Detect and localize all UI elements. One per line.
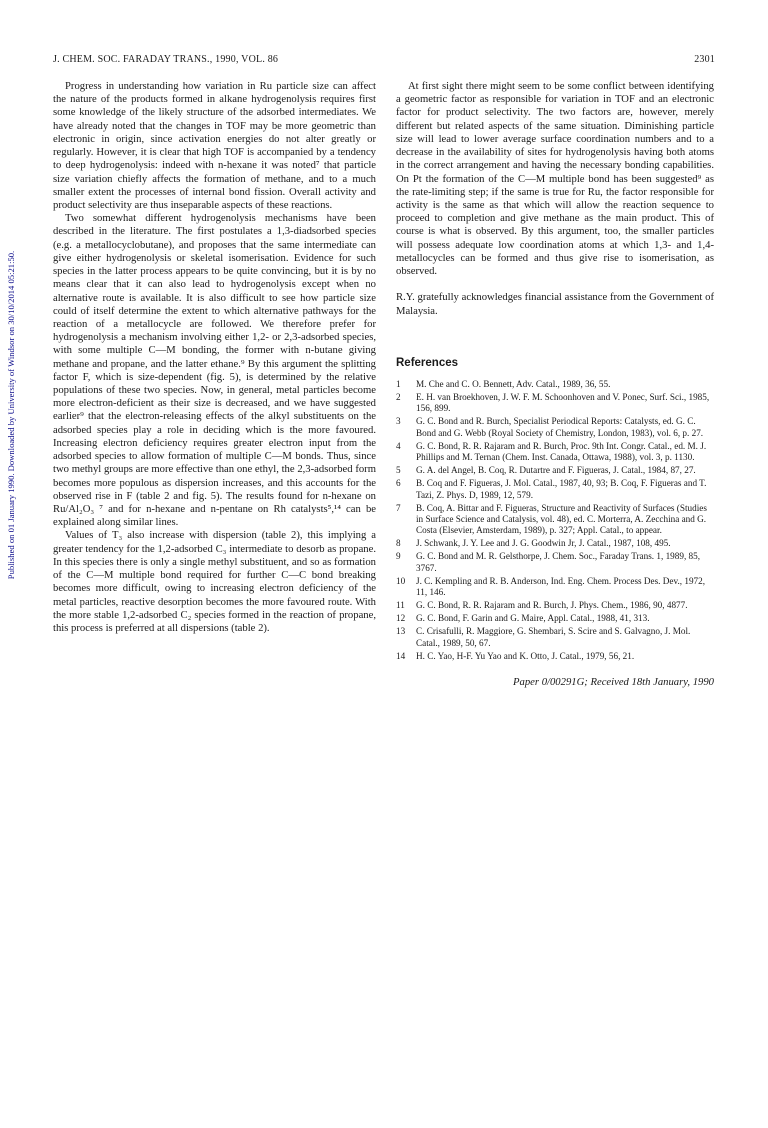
paragraph: Two somewhat different hydrogenolysis mechanisms have been described in the literature. The first postulates a 1,3-diadsorbed species (e.g. a metallocyclobutane), and proposes that the same intermediate can give either hydrogenolysis or skeletal isomerisation. Evidence for such species in the latter process appears to be quite convincing, but it is by no means clear that it can also lead to hydrogenolysis except when no alternative route is available. It is also difficult to see how particle size could of itself determine the extent to which alternative pathways for the reaction of a metallocycle are followed. We therefore prefer for hydrogenolysis a mechanism involving either 1,2- or 2,3-adsorbed species, with some multiple C—M bonding, the former with n-butane giving methane and propane, and the latter ethane.⁹ By this argument the splitting factor F, which is size-dependent (fig. 5), is determined by the relative populations of these two species. Now, in general, metal particles become more electron-deficient as their size is decreased, and we have suggested earlier⁹ that the electron-releasing effects of the alkyl substituents on the adsorbed species play a role in deciding which is the more favoured. Increasing electron deficiency requires greater electron input from the adsorbed species to allow formation of multiple C—M bonds. Thus, since two methyl groups are more effective than one ethyl, the 2,3-adsorbed form becomes more populous as dispersion increases, and this accounts for the observed rise in F (table 2 and fig. 5). The results found for n-hexane on Ru/Al₂O₃ ⁷ and for n-hexane and n-pentane on Rh catalysts⁵,¹⁴ can be explained along similar lines.: [53, 213, 376, 529]
reference-item: [396, 478, 714, 501]
reference-item: [396, 613, 714, 624]
reference-item: [396, 441, 714, 464]
reference-text: G. C. Bond, F. Garin and G. Maire, Appl. Catal., 1988, 41, 313.: [416, 613, 650, 624]
reference-item: [396, 600, 714, 611]
download-watermark: [4, 180, 18, 650]
reference-item: [396, 416, 714, 439]
reference-text: B. Coq, A. Bittar and F. Figueras, Structure and Reactivity of Surfaces (Studies in Surface Science and Catalysis, vol. 48), ed. C. Morterra, A. Zecchina and G. Costa (Elsevier, Amsterdam, 1989), p. 327; Appl. Catal., to appear.: [416, 502, 707, 536]
reference-text: C. Crisafulli, R. Maggiore, G. Shembari, S. Scire and S. Galvagno, J. Mol. Catal., 1989, 50, 67.: [416, 626, 691, 648]
reference-number: 7: [396, 502, 401, 513]
reference-text: J. Schwank, J. Y. Lee and J. G. Goodwin Jr, J. Catal., 1987, 108, 495.: [416, 538, 671, 549]
reference-item: [396, 465, 714, 476]
paragraph: At first sight there might seem to be some conflict between identifying a geometric factor as responsible for variation in TOF and an electronic factor for product selectivity. The two factors are, however, merely different but related aspects of the same situation. Diminishing particle size will lead to lower average surface coordination numbers and to a decrease in the availability of sites for hydrogenolysis having both atoms in the correct arrangement and having the necessary bonding capabilities. On Pt the formation of the C—M multiple bond has been suggested⁹ as the rate-limiting step; if the same is true for Ru, the factor responsible for activity is the same as that which will allow the reaction sequence to proceed to completion and give methane as the main product. This of course is what is observed. By this argument, too, the smaller particles will possess adequate low coordination atoms at which 1,3- and 1,4-metallocycles can be formed and thus give rise to isomerisation, as observed.: [396, 81, 714, 278]
paragraph: Progress in understanding how variation in Ru particle size can affect the nature of the products formed in alkane hydrogenolysis requires first some knowledge of the likely structure of the adsorbed intermediates. We have already noted that the changes in TOF may be more geometric than electronic in origin, since activation energies do not alter greatly or regularly. However, it is clear that high TOF is accompanied by a tendency to deep hydrogenolysis: indeed with n-hexane it was noted⁷ that particle size variation chiefly affects the formation of methane, and to a much smaller extent the processes of internal bond fission. Overall activity and product selectivity are thus inseparable aspects of these reactions.: [53, 81, 376, 211]
reference-text: B. Coq and F. Figueras, J. Mol. Catal., 1987, 40, 93; B. Coq, F. Figueras and T. Tazi, Z. Phys. D, 1989, 12, 579.: [416, 478, 707, 500]
reference-text: G. C. Bond, R. R. Rajaram and R. Burch, J. Phys. Chem., 1986, 90, 4877.: [416, 600, 688, 611]
paragraph: Values of T₃ also increase with dispersion (table 2), this implying a greater tendency for the 1,2-adsorbed C₃ intermediate to desorb as propane. In this species there is only a single methyl substituent, and so as formation of the C—M multiple bond required for further C—C bond breaking becomes more difficult, owing to increasing electron deficiency of the metal particles, reactive desorption becomes the more favoured route. With the more stable 1,2-adsorbed C₂ species formed in the reaction of propane, this process is preferred at all dispersions (table 2).: [53, 530, 376, 634]
reference-item: [396, 538, 714, 549]
journal-citation: J. CHEM. SOC. FARADAY TRANS., 1990, VOL. 86: [53, 54, 279, 65]
reference-number: 2: [396, 391, 401, 402]
reference-text: G. A. del Angel, B. Coq, R. Dutartre and F. Figueras, J. Catal., 1984, 87, 27.: [416, 465, 696, 476]
reference-number: 13: [396, 626, 406, 637]
reference-item: [396, 651, 714, 662]
page-number: 2301: [694, 54, 715, 65]
reference-item: [396, 576, 714, 599]
references-heading: References: [396, 356, 459, 369]
reference-text: J. C. Kempling and R. B. Anderson, Ind. Eng. Chem. Process Des. Dev., 1972, 11, 146.: [416, 575, 706, 598]
reference-number: 3: [396, 416, 401, 427]
reference-number: 6: [396, 478, 401, 489]
reference-item: [396, 379, 714, 390]
reference-number: 10: [396, 575, 406, 586]
right-column: [396, 80, 714, 689]
reference-number: 8: [396, 538, 401, 549]
reference-number: 5: [396, 465, 401, 476]
reference-item: [396, 503, 714, 537]
reference-text: M. Che and C. O. Bennett, Adv. Catal., 1989, 36, 55.: [416, 378, 611, 389]
left-column: [53, 80, 376, 635]
reference-list: [396, 379, 714, 662]
acknowledgement: R.Y. gratefully acknowledges financial assistance from the Government of Malaysia.: [396, 292, 714, 317]
reference-item: [396, 626, 714, 649]
reference-number: 12: [396, 613, 406, 624]
running-header: [53, 54, 715, 68]
reference-item: [396, 392, 714, 415]
paper-info: Paper 0/00291G; Received 18th January, 1990: [513, 677, 714, 688]
reference-number: 14: [396, 650, 406, 661]
reference-number: 1: [396, 378, 401, 389]
reference-text: G. C. Bond, R. R. Rajaram and R. Burch, Proc. 9th Int. Congr. Catal., ed. M. J. Phillips and M. Ternan (Chem. Inst. Canada, Ottawa, 1988), vol. 3, p. 1130.: [416, 440, 707, 463]
reference-item: [396, 551, 714, 574]
reference-text: G. C. Bond and M. R. Gelsthorpe, J. Chem. Soc., Faraday Trans. 1, 1989, 85, 3767.: [416, 551, 701, 573]
reference-number: 4: [396, 440, 401, 451]
reference-number: 11: [396, 600, 405, 611]
watermark-text: Published on 01 January 1990. Downloaded by University of Windsor on 30/10/2014 05:21:50.: [6, 250, 16, 580]
reference-text: H. C. Yao, H-F. Yu Yao and K. Otto, J. Catal., 1979, 56, 21.: [416, 650, 635, 661]
reference-text: G. C. Bond and R. Burch, Specialist Periodical Reports: Catalysts, ed. G. C. Bond and G. Webb (Royal Society of Chemistry, London, 1983), vol. 6, p. 27.: [416, 416, 704, 438]
reference-number: 9: [396, 551, 401, 562]
reference-text: E. H. van Broekhoven, J. W. F. M. Schoonhoven and V. Ponec, Surf. Sci., 1985, 156, 899.: [416, 391, 710, 414]
